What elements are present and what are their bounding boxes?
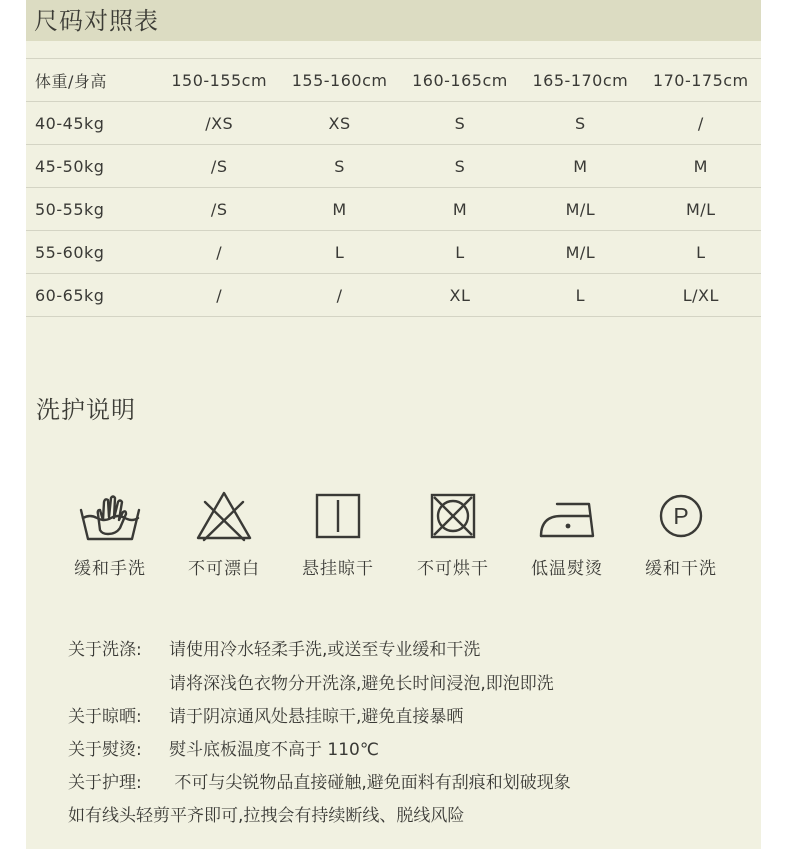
- size-cell: M: [520, 145, 640, 188]
- care-note-label: 关于洗涤:: [68, 640, 142, 660]
- weight-cell: 60-65kg: [26, 274, 159, 317]
- care-note-text: 请使用冷水轻柔手洗,或送至专业缓和干洗: [169, 640, 481, 660]
- care-note-washing-2: [68, 672, 554, 696]
- no-bleach-icon: [194, 490, 254, 542]
- size-cell: L: [279, 231, 399, 274]
- table-row: [26, 188, 761, 231]
- no-tumble-dry-icon: [427, 490, 479, 542]
- size-cell: S: [520, 102, 640, 145]
- size-cell: /S: [159, 145, 279, 188]
- size-cell: L: [520, 274, 640, 317]
- size-cell: /: [159, 231, 279, 274]
- care-note-label: 关于熨烫:: [68, 740, 142, 760]
- table-header-row: [26, 59, 761, 102]
- dry-clean-letter: P: [673, 503, 689, 529]
- size-cell: XS: [279, 102, 399, 145]
- weight-cell: 40-45kg: [26, 102, 159, 145]
- care-icons-row: [52, 490, 742, 590]
- size-cell: M/L: [520, 231, 640, 274]
- dry-clean-p-icon: [655, 490, 707, 542]
- size-cell: M/L: [520, 188, 640, 231]
- size-cell: S: [400, 102, 520, 145]
- table-row: [26, 102, 761, 145]
- size-cell: /: [641, 102, 761, 145]
- care-note-label: 关于晾晒:: [68, 707, 142, 727]
- page-title: 尺码对照表: [34, 7, 159, 35]
- care-label: 不可烘干: [417, 559, 489, 579]
- size-chart-table: [26, 58, 761, 317]
- size-cell: /XS: [159, 102, 279, 145]
- height-header: 160-165cm: [400, 59, 520, 102]
- size-cell: M: [641, 145, 761, 188]
- size-cell: /: [159, 274, 279, 317]
- care-item-no-bleach: [166, 490, 282, 579]
- table-row: [26, 274, 761, 317]
- care-note-text: 如有线头轻剪平齐即可,拉拽会有持续断线、脱线风险: [68, 806, 465, 826]
- height-header: 150-155cm: [159, 59, 279, 102]
- height-header: 155-160cm: [279, 59, 399, 102]
- care-note-label: 关于护理:: [68, 773, 142, 793]
- care-note-text: 请于阴凉通风处悬挂晾干,避免直接暴晒: [169, 707, 464, 727]
- size-cell: S: [279, 145, 399, 188]
- care-note-drying: [68, 705, 463, 729]
- size-cell: L/XL: [641, 274, 761, 317]
- height-header: 170-175cm: [641, 59, 761, 102]
- care-item-line-dry: [280, 490, 396, 579]
- weight-cell: 55-60kg: [26, 231, 159, 274]
- size-cell: XL: [400, 274, 520, 317]
- care-note-text: 不可与尖锐物品直接碰触,避免面料有刮痕和划破现象: [169, 773, 571, 793]
- care-note-text: 请将深浅色衣物分开洗涤,避免长时间浸泡,即泡即洗: [169, 674, 554, 694]
- size-cell: S: [400, 145, 520, 188]
- care-note-text: 熨斗底板温度不高于 110℃: [169, 740, 379, 760]
- weight-cell: 45-50kg: [26, 145, 159, 188]
- table-row: [26, 231, 761, 274]
- size-cell: M: [400, 188, 520, 231]
- size-cell: M/L: [641, 188, 761, 231]
- size-cell: M: [279, 188, 399, 231]
- care-label: 低温熨烫: [531, 559, 603, 579]
- height-header: 165-170cm: [520, 59, 640, 102]
- care-note-care: [68, 771, 571, 795]
- care-label: 悬挂晾干: [302, 559, 374, 579]
- care-label: 不可漂白: [188, 559, 260, 579]
- table-corner-header: 体重/身高: [26, 59, 159, 102]
- care-item-dry-clean: [623, 490, 739, 579]
- size-cell: /: [279, 274, 399, 317]
- care-note-care-2: [68, 804, 464, 828]
- size-cell: L: [400, 231, 520, 274]
- care-item-no-tumble-dry: [395, 490, 511, 579]
- hand-wash-icon: [78, 490, 142, 542]
- weight-cell: 50-55kg: [26, 188, 159, 231]
- table-row: [26, 145, 761, 188]
- care-note-ironing: [68, 738, 379, 762]
- low-iron-icon: [535, 490, 599, 542]
- care-item-low-iron: [509, 490, 625, 579]
- size-cell: /S: [159, 188, 279, 231]
- title-banner: [26, 0, 761, 41]
- line-dry-icon: [312, 490, 364, 542]
- care-label: 缓和干洗: [645, 559, 717, 579]
- care-item-hand-wash: [52, 490, 168, 579]
- size-cell: L: [641, 231, 761, 274]
- care-label: 缓和手洗: [74, 559, 146, 579]
- care-section-title: 洗护说明: [36, 396, 136, 424]
- care-note-washing: [68, 638, 480, 662]
